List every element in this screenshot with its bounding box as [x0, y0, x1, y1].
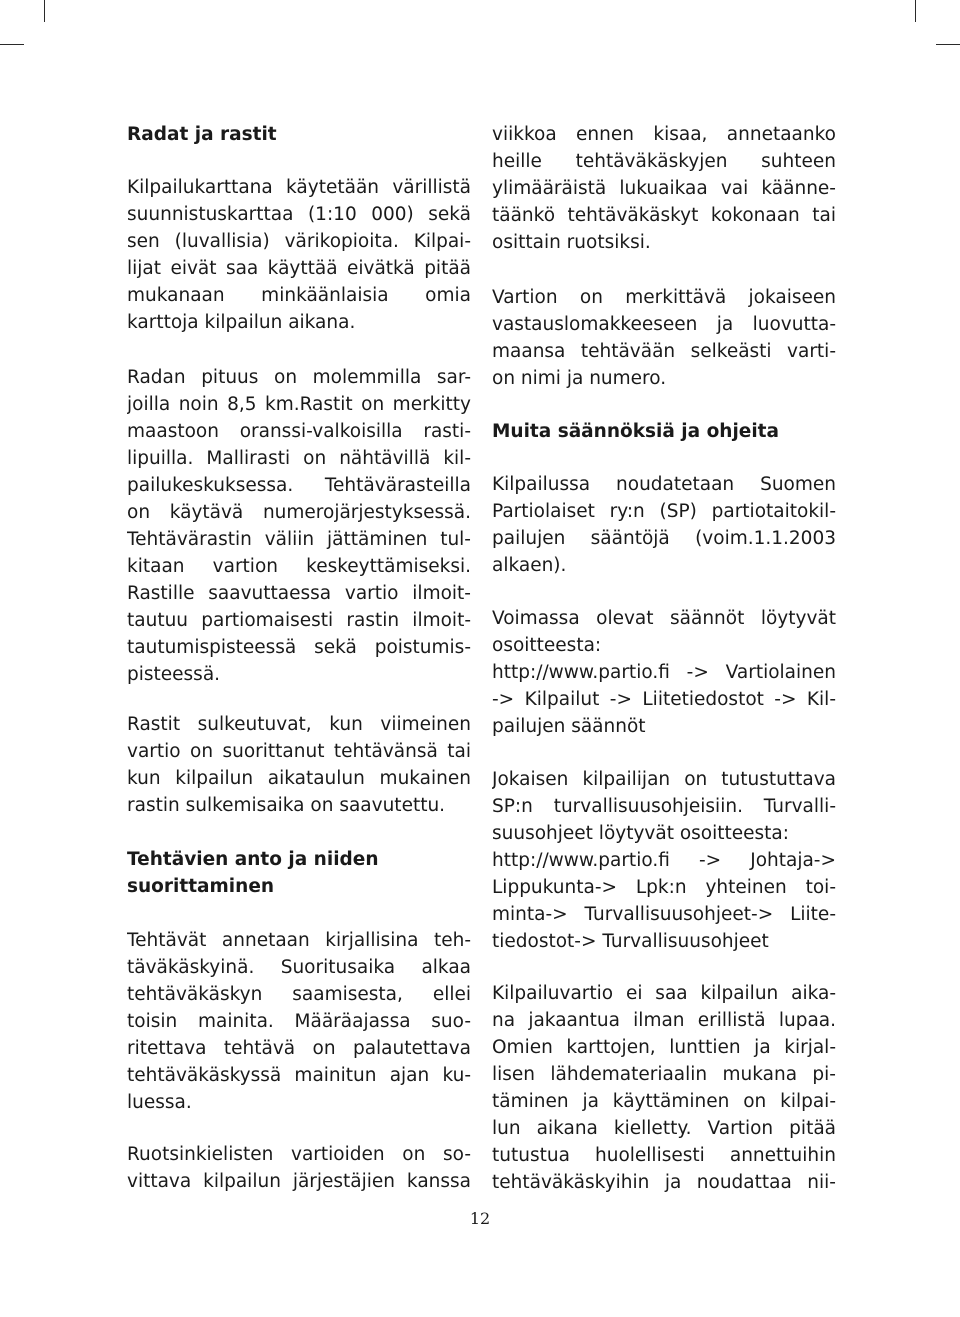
text-line: karttoja kilpailun aikana.: [127, 312, 356, 333]
paragraph: [492, 605, 836, 740]
text-line: viikkoa ennen kisaa, annetaanko: [492, 124, 836, 145]
paragraph: [127, 711, 471, 819]
text-line: http://www.partio.fi -> Vartiolainen: [492, 662, 836, 683]
text-line: ylimääräistä lukuaikaa vai käänne-: [492, 178, 836, 199]
text-line: Jokaisen kilpailijan on tutustuttava: [492, 769, 836, 790]
text-line: pailujen sääntöjä (voim.1.1.2003: [492, 528, 836, 549]
text-line: tautumispisteessä sekä poistumis-: [127, 637, 471, 658]
crop-mark: [44, 0, 45, 22]
text-line: Voimassa olevat säännöt löytyvät: [492, 608, 836, 629]
text-line: vittava kilpailun järjestäjien kanssa: [127, 1171, 471, 1192]
text-line: tautuu partiomaisesti rastin ilmoit-: [127, 610, 471, 631]
text-line: Omien karttojen, lunttien ja kirjal-: [492, 1037, 836, 1058]
text-line: vastauslomakkeeseen ja luovutta-: [492, 314, 836, 335]
text-line: pailukeskuksessa. Tehtävärasteilla: [127, 475, 471, 496]
text-line: tehtäväkäskyn saamisesta, ellei: [127, 984, 471, 1005]
paragraph: [127, 1141, 471, 1195]
paragraph: [492, 284, 836, 392]
paragraph: [127, 927, 471, 1116]
page-number: 12: [469, 1209, 491, 1228]
section-heading: [492, 418, 836, 445]
text-line: toisin mainita. Määräajassa suo-: [127, 1011, 471, 1032]
heading-line: Tehtävien anto ja niiden: [127, 849, 379, 870]
text-line: lipuilla. Mallirasti on nähtävillä kil-: [127, 448, 471, 469]
text-line: sen (luvallisia) värikopioita. Kilpai-: [127, 231, 471, 252]
paragraph: [492, 121, 836, 256]
section-heading: [127, 846, 471, 900]
text-line: maansa tehtävään selkeästi varti-: [492, 341, 836, 362]
section-heading: [127, 121, 471, 148]
paragraph: [127, 364, 471, 688]
text-line: täminen ja käyttäminen on kilpai-: [492, 1091, 836, 1112]
text-line: Kilpailuvartio ei saa kilpailun aika-: [492, 983, 836, 1004]
crop-mark: [936, 44, 960, 45]
text-line: täänkö tehtäväkäskyt kokonaan tai: [492, 205, 836, 226]
text-line: täväkäskyinä. Suoritusaika alkaa: [127, 957, 471, 978]
text-line: maastoon oranssi-valkoisilla rasti-: [127, 421, 471, 442]
text-line: Rastille saavuttaessa vartio ilmoit-: [127, 583, 471, 604]
text-line: on käytävä numerojärjestyksessä.: [127, 502, 471, 523]
crop-mark: [915, 0, 916, 22]
paragraph: [492, 766, 836, 955]
text-line: lijat eivät saa käyttää eivätkä pitää: [127, 258, 471, 279]
text-line: Radan pituus on molemmilla sar-: [127, 367, 471, 388]
heading-line: suorittaminen: [127, 876, 275, 897]
text-line: tutustua huolellisesti annettuihin: [492, 1145, 836, 1166]
text-line: joilla noin 8,5 km.Rastit on merkitty: [127, 394, 471, 415]
text-line: Rastit sulkeutuvat, kun viimeinen: [127, 714, 471, 735]
text-line: ritettava tehtävä on palautettava: [127, 1038, 471, 1059]
text-line: heille tehtäväkäskyjen suhteen: [492, 151, 836, 172]
text-line: Lippukunta-> Lpk:n yhteinen toi-: [492, 877, 836, 898]
text-line: Vartion on merkittävä jokaiseen: [492, 287, 836, 308]
text-line: pailujen säännöt: [492, 716, 646, 737]
text-line: kitaan vartion keskeyttämiseksi.: [127, 556, 471, 577]
text-line: SP:n turvallisuusohjeisiin. Turvalli-: [492, 796, 836, 817]
text-line: on nimi ja numero.: [492, 368, 667, 389]
text-line: minta-> Turvallisuusohjeet-> Liite-: [492, 904, 836, 925]
text-line: alkaen).: [492, 555, 567, 576]
text-line: luessa.: [127, 1092, 192, 1113]
text-line: lun aikana kielletty. Vartion pitää: [492, 1118, 836, 1139]
paragraph: [492, 980, 836, 1196]
heading-line: Radat ja rastit: [127, 124, 277, 145]
text-line: lisen lähdemateriaalin mukana pi-: [492, 1064, 836, 1085]
text-line: tehtäväkäskyihin ja noudattaa nii-: [492, 1172, 836, 1193]
text-line: Tehtävät annetaan kirjallisina teh-: [127, 930, 471, 951]
text-line: -> Kilpailut -> Liitetiedostot -> Kil-: [492, 689, 836, 710]
text-line: http://www.partio.fi -> Johtaja->: [492, 850, 836, 871]
text-line: mukanaan minkäänlaisia omia: [127, 285, 471, 306]
text-line: suusohjeet löytyvät osoitteesta:: [492, 823, 789, 844]
text-line: suunnistuskarttaa (1:10 000) sekä: [127, 204, 471, 225]
text-line: Tehtävärastin väliin jättäminen tul-: [127, 529, 471, 550]
text-line: kun kilpailun aikataulun mukainen: [127, 768, 471, 789]
paragraph: [492, 471, 836, 579]
text-line: Partiolaiset ry:n (SP) partiotaitokil-: [492, 501, 836, 522]
paragraph: [127, 174, 471, 336]
text-line: tiedostot-> Turvallisuusohjeet: [492, 931, 769, 952]
text-line: Kilpailussa noudatetaan Suomen: [492, 474, 836, 495]
text-line: osittain ruotsiksi.: [492, 232, 651, 253]
crop-mark: [0, 44, 24, 45]
text-line: pisteessä.: [127, 664, 221, 685]
text-line: vartio on suorittanut tehtävänsä tai: [127, 741, 471, 762]
heading-line: Muita säännöksiä ja ohjeita: [492, 421, 780, 442]
text-line: Kilpailukarttana käytetään värillistä: [127, 177, 471, 198]
text-line: tehtäväkäskyssä mainitun ajan ku-: [127, 1065, 471, 1086]
text-line: osoitteesta:: [492, 635, 602, 656]
text-line: na jakaantua ilman erillistä lupaa.: [492, 1010, 836, 1031]
text-line: Ruotsinkielisten vartioiden on so-: [127, 1144, 471, 1165]
text-line: rastin sulkemisaika on saavutettu.: [127, 795, 446, 816]
